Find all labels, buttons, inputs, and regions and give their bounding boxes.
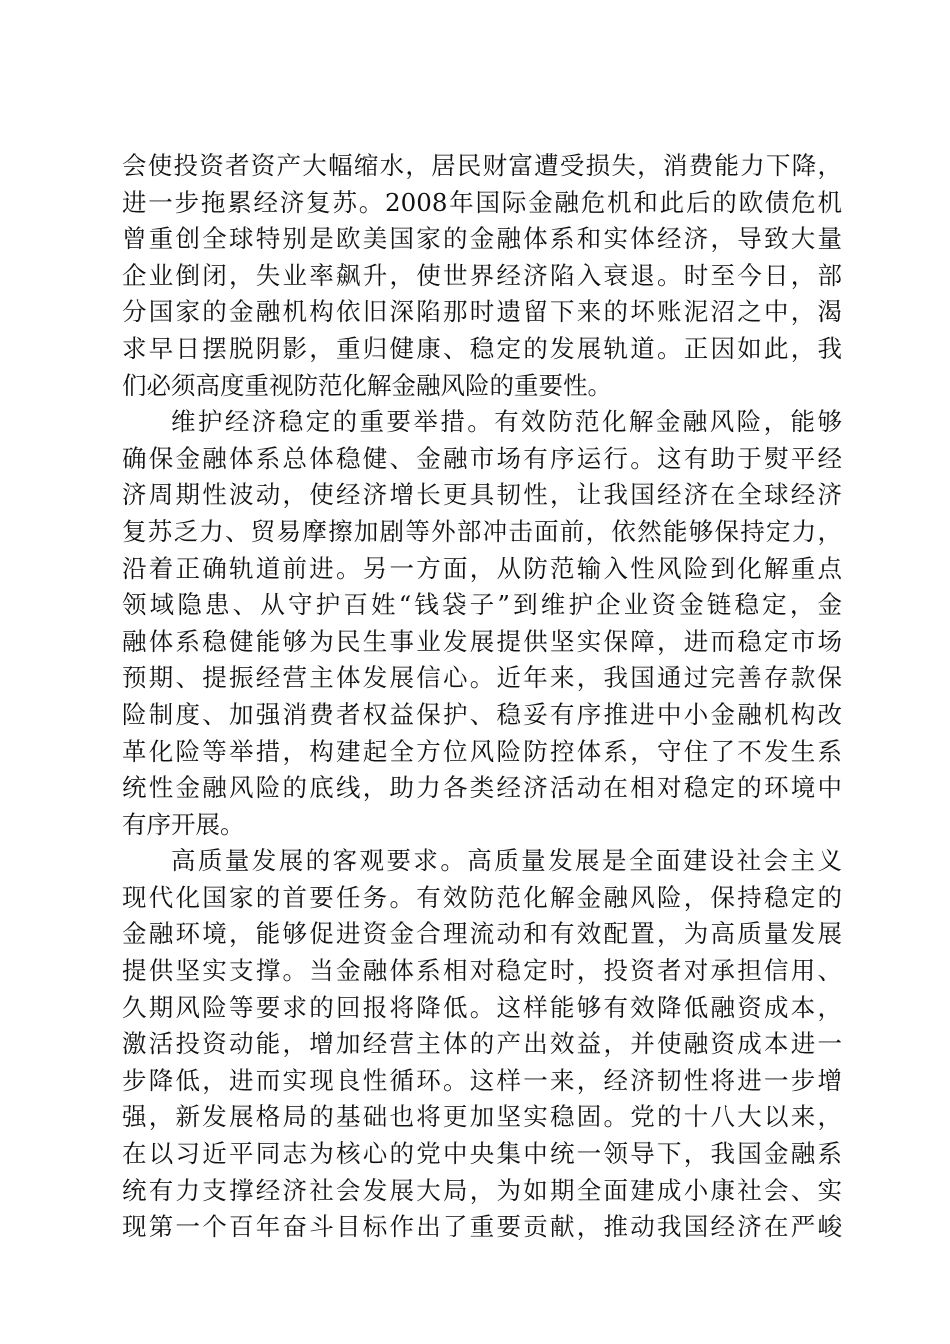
paragraph-2-line-8: 预期、提振经营主体发展信心。近年来，我国通过完善存款保 [122,663,842,693]
paragraph-1-line-7: 们必须高度重视防范化解金融风险的重要性。 [122,370,612,400]
paragraph-3-line-3: 金融环境，能够促进资金合理流动和有效配置，为高质量发展 [122,919,842,949]
paragraph-2-line-6: 领域隐患、从守护百姓“钱袋子”到维护企业资金链稳定，金 [122,590,842,620]
paragraph-2-line-9: 险制度、加强消费者权益保护、稳妥有序推进中小金融机构改 [122,699,842,729]
paragraph-3-line-1: 高质量发展的客观要求。高质量发展是全面建设社会主义 [171,846,842,876]
paragraph-1-line-3: 曾重创全球特别是欧美国家的金融体系和实体经济，导致大量 [122,224,842,254]
paragraph-1-line-6: 求早日摆脱阴影，重归健康、稳定的发展轨道。正因如此，我 [122,333,842,363]
paragraph-2-line-5: 沿着正确轨道前进。另一方面，从防范输入性风险到化解重点 [122,553,842,583]
paragraph-3-line-6: 激活投资动能，增加经营主体的产出效益，并使融资成本进一 [122,1029,842,1059]
paragraph-3-line-7: 步降低，进而实现良性循环。这样一来，经济韧性将进一步增 [122,1065,842,1095]
paragraph-2-line-2: 确保金融体系总体稳健、金融市场有序运行。这有助于熨平经 [122,443,842,473]
body-text [122,148,842,1246]
paragraph-1-line-1: 会使投资者资产大幅缩水，居民财富遭受损失，消费能力下降， [122,151,842,180]
paragraph-3-line-10: 统有力支撑经济社会发展大局，为如期全面建成小康社会、实 [122,1175,842,1205]
paragraph-3-line-5: 久期风险等要求的回报将降低。这样能够有效降低融资成本， [122,992,842,1022]
paragraph-3-line-9: 在以习近平同志为核心的党中央集中统一领导下，我国金融系 [122,1139,842,1169]
paragraph-1-line-5: 分国家的金融机构依旧深陷那时遗留下来的坏账泥沼之中，渴 [122,297,842,327]
paragraph-2-line-11: 统性金融风险的底线，助力各类经济活动在相对稳定的环境中 [122,773,842,803]
paragraph-1-line-2: 进一步拖累经济复苏。2008年国际金融危机和此后的欧债危机 [122,187,842,217]
paragraph-3-line-4: 提供坚实支撑。当金融体系相对稳定时，投资者对承担信用、 [122,956,842,986]
paragraph-2-line-1: 维护经济稳定的重要举措。有效防范化解金融风险，能够 [171,407,842,437]
paragraph-3-line-8: 强，新发展格局的基础也将更加坚实稳固。党的十八大以来， [122,1102,842,1132]
paragraph-2-line-12: 有序开展。 [122,809,245,839]
paragraph-3-line-11: 现第一个百年奋斗目标作出了重要贡献，推动我国经济在严峻 [122,1212,842,1242]
paragraph-2-line-10: 革化险等举措，构建起全方位风险防控体系，守住了不发生系 [122,736,842,766]
paragraph-2-line-7: 融体系稳健能够为民生事业发展提供坚实保障，进而稳定市场 [122,626,842,656]
paragraph-3-line-2: 现代化国家的首要任务。有效防范化解金融风险，保持稳定的 [122,882,842,912]
paragraph-1-line-4: 企业倒闭，失业率飙升，使世界经济陷入衰退。时至今日，部 [122,260,842,290]
paragraph-2-line-4: 复苏乏力、贸易摩擦加剧等外部冲击面前，依然能够保持定力， [122,516,842,546]
paragraph-2-line-3: 济周期性波动，使经济增长更具韧性，让我国经济在全球经济 [122,480,842,510]
